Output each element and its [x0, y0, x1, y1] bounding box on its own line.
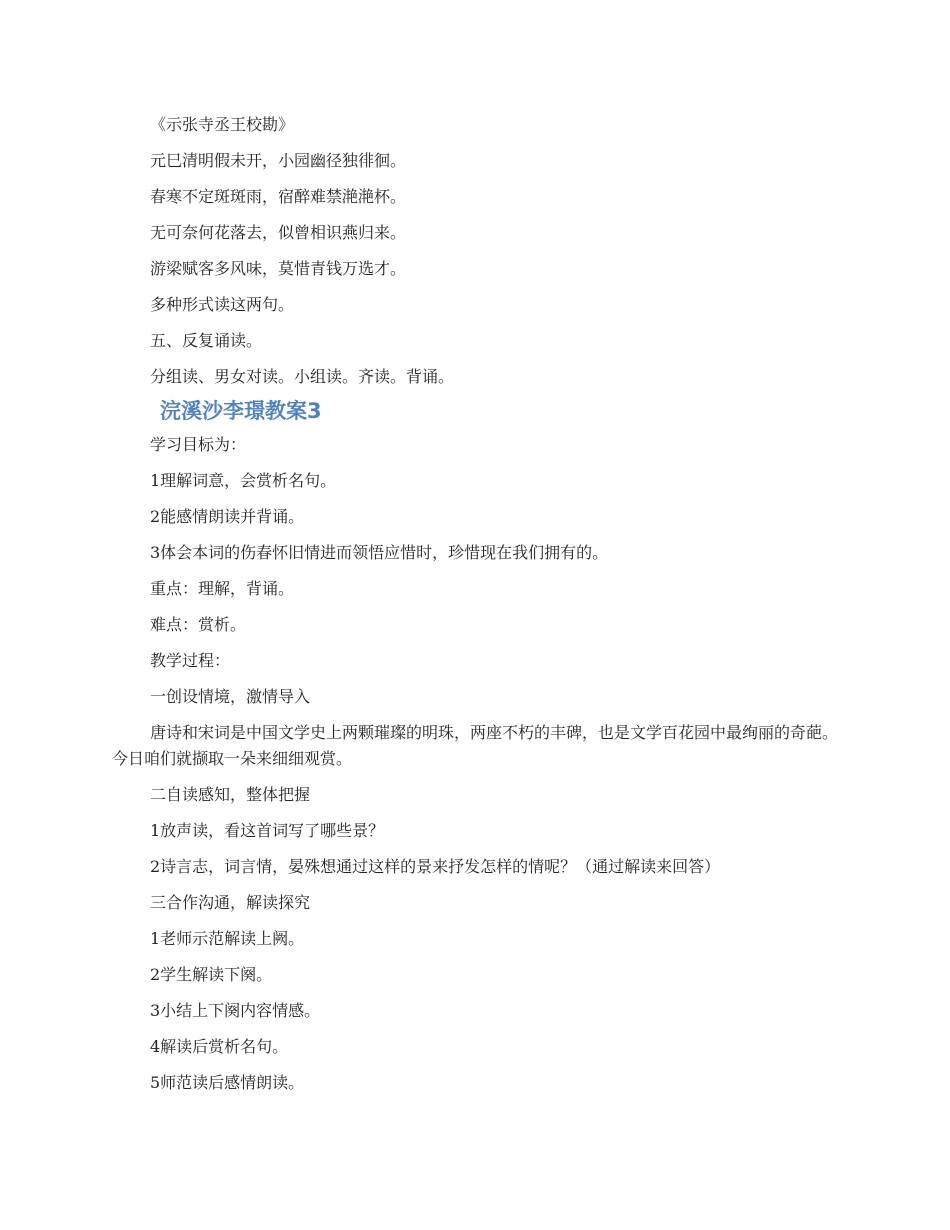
text-line: 1放声读，看这首词写了哪些景？: [150, 821, 385, 840]
text-line: 一创设情境，激情导入: [150, 687, 311, 706]
section-heading: 浣溪沙李璟教案3: [160, 399, 322, 423]
text-line: 3体会本词的伤春怀旧情进而领悟应惜时，珍惜现在我们拥有的。: [150, 543, 609, 562]
text-line: 分组读、男女对读。小组读。齐读。背诵。: [150, 367, 455, 386]
text-line: 三合作沟通，解读探究: [150, 893, 311, 912]
text-line: 二自读感知，整体把握: [150, 785, 311, 804]
text-line: 教学过程：: [150, 651, 231, 670]
poem-line: 元巳清明假未开，小园幽径独徘徊。: [150, 151, 407, 170]
text-line: 多种形式读这两句。: [150, 295, 295, 314]
text-line: 重点：理解，背诵。: [150, 579, 295, 598]
intro-paragraph: 唐诗和宋词是中国文学史上两颗璀璨的明珠，两座不朽的丰碑，也是文学百花园中最绚丽的奇葩。今日咱们就撷取一朵来细细观赏。: [112, 723, 839, 768]
text-line: 难点：赏析。: [150, 615, 247, 634]
document-body: [112, 112, 840, 1096]
poem-line: 无可奈何花落去，似曾相识燕归来。: [150, 223, 407, 242]
text-line: 2能感情朗读并背诵。: [150, 507, 305, 526]
text-line: 1理解词意，会赏析名句。: [150, 471, 337, 490]
poem-line: 游梁赋客多风味，莫惜青钱万选才。: [150, 259, 407, 278]
poem-title: 《示张寺丞王校勘》: [150, 115, 295, 134]
poem-line: 春寒不定斑斑雨，宿醉难禁滟滟杯。: [150, 187, 407, 206]
text-line: 3小结上下阕内容情感。: [150, 1001, 321, 1020]
text-line: 五、反复诵读。: [150, 331, 263, 350]
text-line: 5师范读后感情朗读。: [150, 1073, 305, 1092]
text-line: 1老师示范解读上阙。: [150, 929, 305, 948]
text-line: 学习目标为：: [150, 435, 247, 454]
text-line: 2诗言志，词言情，晏殊想通过这样的景来抒发怎样的情呢？（通过解读来回答）: [150, 857, 721, 876]
text-line: 2学生解读下阕。: [150, 965, 273, 984]
text-line: 4解读后赏析名句。: [150, 1037, 289, 1056]
